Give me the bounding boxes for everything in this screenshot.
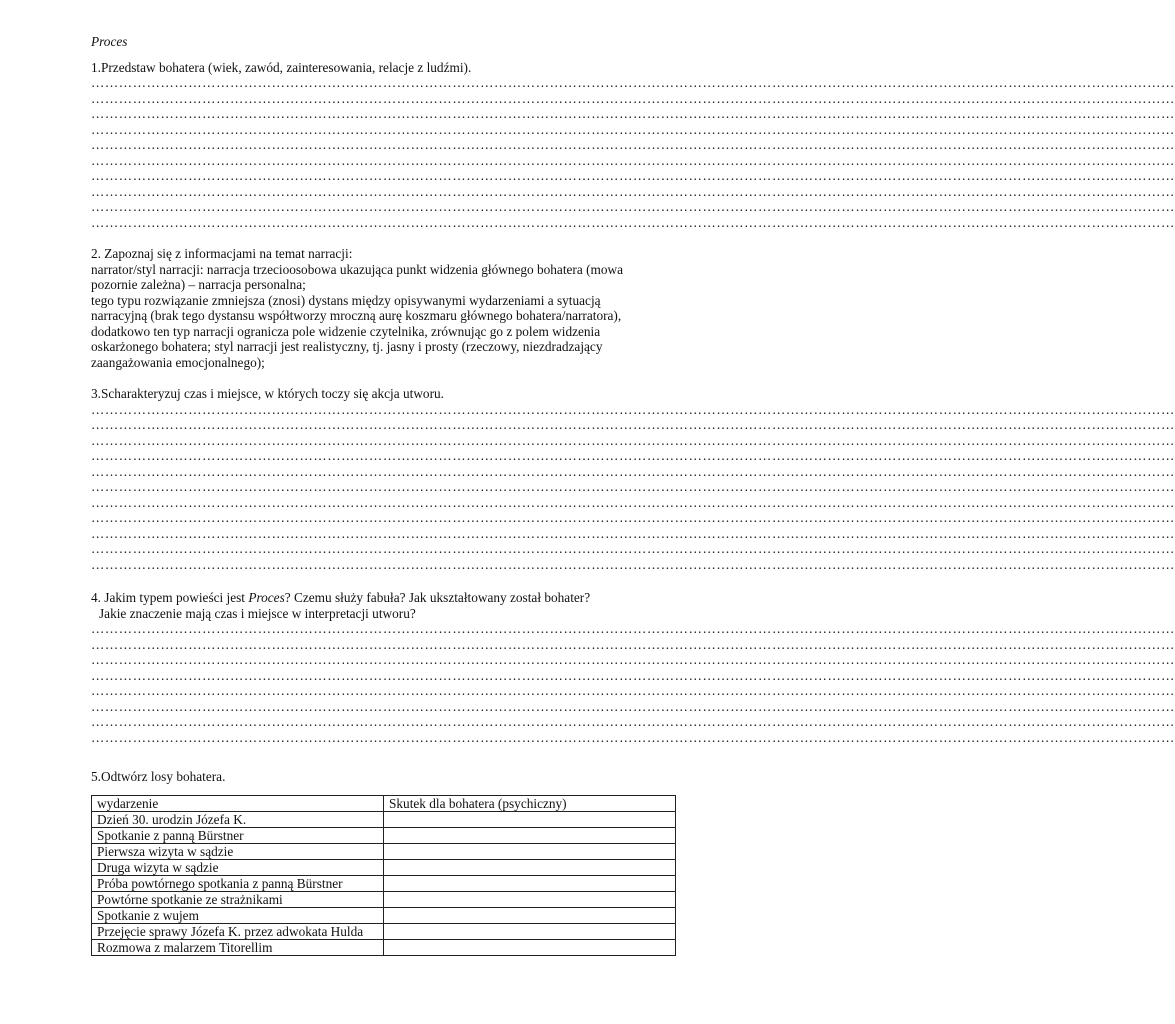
worksheet-content (91, 34, 1175, 956)
answer-line[interactable]: ……………………………………………………………………………………………………………………………………………………………………………………………………………… (91, 636, 1175, 652)
events-table (91, 795, 676, 956)
table-row (92, 811, 676, 827)
answer-line[interactable]: ……………………………………………………………………………………………………………………………………………………………………………………………………………… (91, 90, 1175, 106)
novel-title: Proces (248, 590, 285, 605)
question-5 (91, 769, 676, 956)
narration-line-5: dodatkowo ten typ narracji ogranicza pole widzenie czytelnika, zrównując go z polem widzenia (91, 323, 601, 339)
answer-line[interactable]: ……………………………………………………………………………………………………………………………………………………………………………………………………………… (91, 652, 1175, 667)
effect-cell[interactable] (384, 907, 676, 923)
answer-line[interactable]: ……………………………………………………………………………………………………………………………………………………………………………………………………………… (91, 106, 1175, 121)
answer-line[interactable]: ……………………………………………………………………………………………………………………………………………………………………………………………………………… (91, 432, 1175, 448)
answer-line[interactable]: ……………………………………………………………………………………………………………………………………………………………………………………………………………… (91, 698, 1175, 714)
narration-line-7: zaangażowania emocjonalnego); (91, 354, 265, 370)
answer-line[interactable]: ……………………………………………………………………………………………………………………………………………………………………………………………………………… (91, 667, 1175, 683)
answer-line[interactable]: ……………………………………………………………………………………………………………………………………………………………………………………………………………… (91, 152, 1175, 168)
event-cell: Przejęcie sprawy Józefa K. przez adwokata Hulda (92, 923, 384, 939)
answer-line[interactable]: ……………………………………………………………………………………………………………………………………………………………………………………………………………… (91, 525, 1175, 541)
table-header-row (92, 795, 676, 811)
table-row (92, 875, 676, 891)
answer-line[interactable]: ……………………………………………………………………………………………………………………………………………………………………………………………………………… (91, 168, 1175, 183)
question-5-text: 5.Odtwórz losy bohatera. (91, 769, 226, 784)
event-cell: Dzień 30. urodzin Józefa K. (92, 811, 384, 827)
event-cell: Spotkanie z panną Bürstner (92, 827, 384, 843)
effect-cell[interactable] (384, 859, 676, 875)
column-header-event: wydarzenie (92, 795, 384, 811)
event-cell: Powtórne spotkanie ze strażnikami (92, 891, 384, 907)
answer-line[interactable]: ……………………………………………………………………………………………………………………………………………………………………………………………………………… (91, 541, 1175, 556)
effect-cell[interactable] (384, 875, 676, 891)
table-row (92, 907, 676, 923)
question-2-heading: 2. Zapoznaj się z informacjami na temat narracji: (91, 246, 353, 261)
event-cell: Próba powtórnego spotkania z panną Bürstner (92, 875, 384, 891)
effect-cell[interactable] (384, 939, 676, 955)
answer-line[interactable]: ……………………………………………………………………………………………………………………………………………………………………………………………………………… (91, 137, 1175, 152)
event-cell: Pierwsza wizyta w sądzie (92, 843, 384, 859)
answer-line[interactable]: ……………………………………………………………………………………………………………………………………………………………………………………………………………… (91, 714, 1175, 729)
answer-line[interactable]: ……………………………………………………………………………………………………………………………………………………………………………………………………………… (91, 75, 1175, 90)
answer-line[interactable]: ……………………………………………………………………………………………………………………………………………………………………………………………………………… (91, 683, 1175, 698)
answer-lines-1[interactable] (91, 75, 1175, 230)
answer-lines-4[interactable] (91, 621, 1175, 745)
table-row (92, 939, 676, 955)
question-4-text: 4. Jakim typem powieści jest Proces? Czemu służy fabuła? Jak ukształtowany został bohater? (91, 590, 591, 605)
answer-line[interactable]: ……………………………………………………………………………………………………………………………………………………………………………………………………………… (91, 479, 1175, 494)
answer-lines-3[interactable] (91, 401, 1175, 573)
answer-line[interactable]: ……………………………………………………………………………………………………………………………………………………………………………………………………………… (91, 183, 1175, 199)
answer-line[interactable]: ……………………………………………………………………………………………………………………………………………………………………………………………………………… (91, 729, 1175, 745)
answer-line[interactable]: ……………………………………………………………………………………………………………………………………………………………………………………………………………… (91, 121, 1175, 137)
effect-cell[interactable] (384, 923, 676, 939)
answer-line[interactable]: ……………………………………………………………………………………………………………………………………………………………………………………………………………… (91, 199, 1175, 214)
answer-line[interactable]: ……………………………………………………………………………………………………………………………………………………………………………………………………………… (91, 214, 1175, 230)
narration-line-1: narrator/styl narracji: narracja trzecioosobowa ukazująca punkt widzenia głównego bohatera (mowa (91, 261, 624, 277)
table-row (92, 843, 676, 859)
table-row (92, 859, 676, 875)
effect-cell[interactable] (384, 811, 676, 827)
answer-line[interactable]: ……………………………………………………………………………………………………………………………………………………………………………………………………………… (91, 556, 1175, 572)
question-1 (91, 59, 1175, 231)
question-3-text: 3.Scharakteryzuj czas i miejsce, w których toczy się akcja utworu. (91, 386, 444, 401)
narration-line-4: narracyjną (brak tego dystansu współtworzy mroczną aurę koszmaru głównego bohatera/narratora), (91, 308, 622, 323)
question-2 (91, 246, 676, 370)
table-row (92, 891, 676, 907)
question-4 (91, 590, 1175, 745)
answer-line[interactable]: ……………………………………………………………………………………………………………………………………………………………………………………………………………… (91, 401, 1175, 417)
answer-line[interactable]: ……………………………………………………………………………………………………………………………………………………………………………………………………………… (91, 494, 1175, 510)
question-4-text-line-2: Jakie znaczenie mają czas i miejsce w interpretacji utworu? (99, 605, 416, 621)
answer-line[interactable]: ……………………………………………………………………………………………………………………………………………………………………………………………………………… (91, 510, 1175, 525)
answer-line[interactable]: ……………………………………………………………………………………………………………………………………………………………………………………………………………… (91, 621, 1175, 636)
event-cell: Druga wizyta w sądzie (92, 859, 384, 875)
question-3 (91, 386, 1175, 572)
effect-cell[interactable] (384, 891, 676, 907)
table-row (92, 923, 676, 939)
column-header-effect: Skutek dla bohatera (psychiczny) (384, 795, 676, 811)
event-cell: Rozmowa z malarzem Titorellim (92, 939, 384, 955)
answer-line[interactable]: ……………………………………………………………………………………………………………………………………………………………………………………………………………… (91, 448, 1175, 463)
worksheet-title: Proces (91, 34, 128, 49)
narration-line-2: pozornie zależna) – narracja personalna; (91, 277, 306, 292)
table-row (92, 827, 676, 843)
answer-line[interactable]: ……………………………………………………………………………………………………………………………………………………………………………………………………………… (91, 463, 1175, 479)
effect-cell[interactable] (384, 827, 676, 843)
question-1-text: 1.Przedstaw bohatera (wiek, zawód, zainteresowania, relacje z ludźmi). (91, 59, 472, 75)
answer-line[interactable]: ……………………………………………………………………………………………………………………………………………………………………………………………………………… (91, 417, 1175, 432)
narration-line-6: oskarżonego bohatera; styl narracji jest realistyczny, tj. jasny i prosty (rzeczowy, niezdradzający (91, 339, 603, 354)
narration-line-3: tego typu rozwiązanie zmniejsza (znosi) dystans między opisywanymi wydarzeniami a sytuacją (91, 292, 601, 308)
event-cell: Spotkanie z wujem (92, 907, 384, 923)
effect-cell[interactable] (384, 843, 676, 859)
